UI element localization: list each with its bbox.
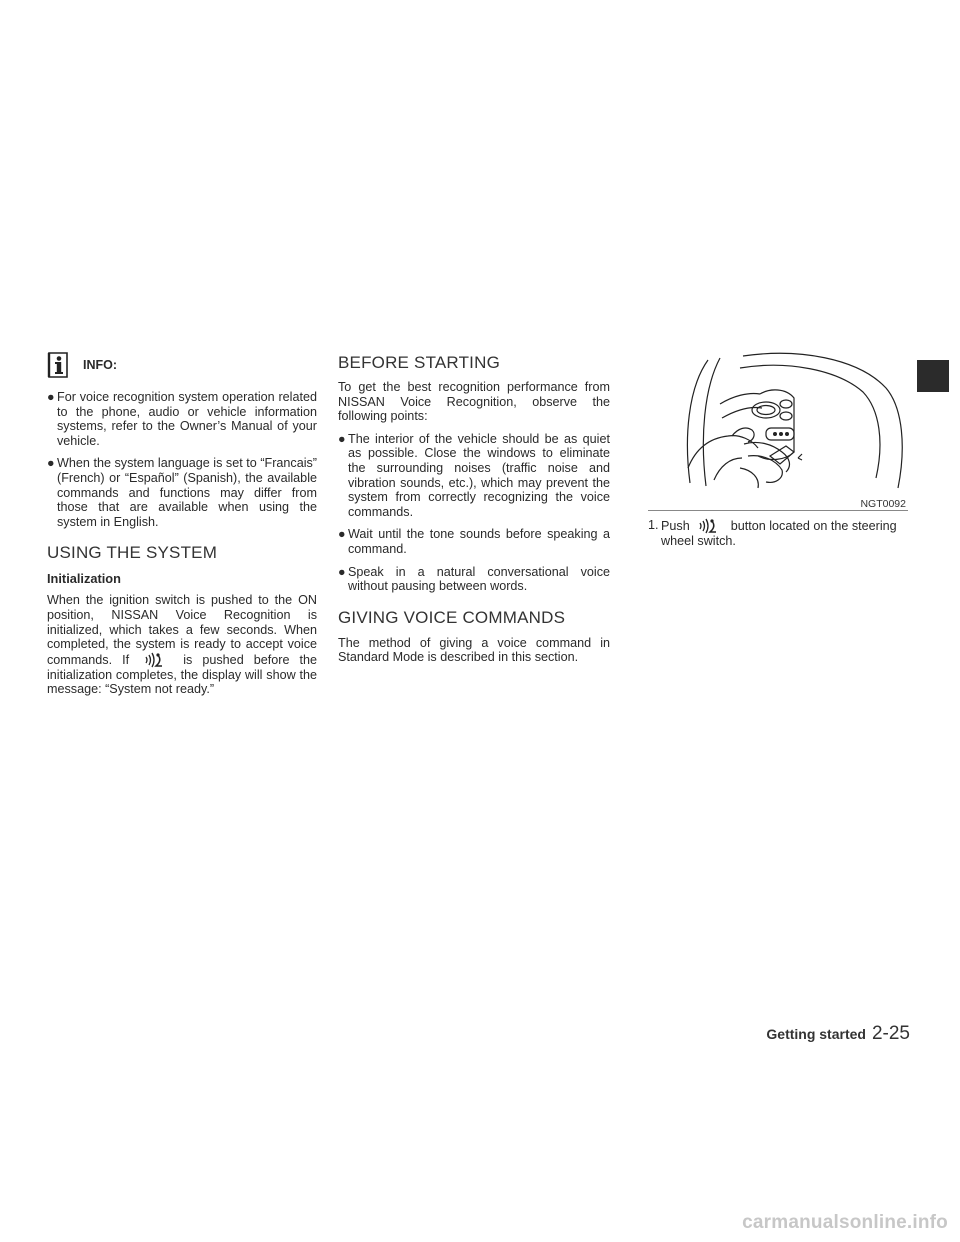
step-1: [648, 518, 908, 549]
bullet-icon: ●: [338, 431, 346, 446]
info-icon: [47, 352, 69, 378]
step-text-after: button located on the steering wheel switch.: [661, 519, 897, 548]
initialization-text-before: When the ignition switch is pushed to the ON position, NISSAN Voice Recognition is initialized, which takes a few seconds. When completed, the system is ready to accept voice commands. If: [47, 593, 317, 667]
giving-voice-commands-heading: GIVING VOICE COMMANDS: [338, 607, 566, 627]
info-bullet-text: When the system language is set to “Francais” (French) or “Español” (Spanish), the available commands and functions may differ from those that are available when using the system in English.: [57, 456, 317, 529]
initialization-text-after: is pushed before the initialization completes, the display will show the message: “System not ready.”: [47, 652, 317, 697]
footer-page-number: 2-25: [871, 1023, 910, 1044]
watermark: carmanualsonline.info: [742, 1212, 948, 1233]
figure-divider: [648, 510, 908, 511]
right-column: [648, 348, 908, 549]
info-bullet: [47, 456, 317, 529]
bullet-icon: ●: [338, 527, 346, 542]
giving-voice-commands-paragraph: The method of giving a voice command in Standard Mode is described in this section.: [338, 635, 610, 665]
bullet-icon: ●: [338, 564, 346, 579]
before-starting-heading: BEFORE STARTING: [338, 353, 501, 372]
before-bullet-text: Speak in a natural conversational voice without pausing between words.: [348, 564, 610, 594]
footer-section-title: Getting started: [766, 1026, 866, 1042]
middle-column: [338, 348, 610, 665]
bullet-icon: ●: [47, 390, 55, 404]
left-column: [47, 348, 317, 697]
info-header: [47, 348, 317, 382]
page-footer: [766, 1023, 910, 1045]
before-bullet: [338, 432, 610, 520]
steering-wheel-figure: [648, 348, 908, 510]
initialization-paragraph: [47, 593, 317, 697]
bullet-icon: ●: [47, 456, 55, 471]
figure-label: NGT0092: [860, 498, 906, 510]
before-bullet-text: Wait until the tone sounds before speaking a command.: [348, 527, 610, 556]
using-system-heading: USING THE SYSTEM: [47, 543, 218, 563]
before-bullet-text: The interior of the vehicle should be as quiet as possible. Close the windows to eliminate the surrounding noises (traffic noise and vibration sounds, etc.), which may prevent the system from correctly recognizing the voice commands.: [348, 431, 610, 519]
info-label: INFO:: [83, 358, 118, 372]
talk-switch-icon: [697, 518, 719, 534]
before-starting-intro: To get the best recognition performance from NISSAN Voice Recognition, observe the following points:: [338, 380, 610, 424]
initialization-subheading: Initialization: [47, 571, 121, 587]
step-text: [661, 518, 908, 549]
steering-wheel-illustration: [648, 348, 908, 498]
info-bullet: [47, 390, 317, 448]
step-number: 1.: [648, 518, 659, 532]
info-bullet-text: For voice recognition system operation related to the phone, audio or vehicle information systems, refer to the Owner’s Manual of your vehicle.: [57, 390, 317, 448]
section-tab-marker: [917, 360, 949, 392]
before-bullet: [338, 527, 610, 556]
before-bullet: [338, 565, 610, 594]
step-text-before: Push: [661, 519, 690, 533]
talk-switch-icon: [143, 652, 165, 668]
